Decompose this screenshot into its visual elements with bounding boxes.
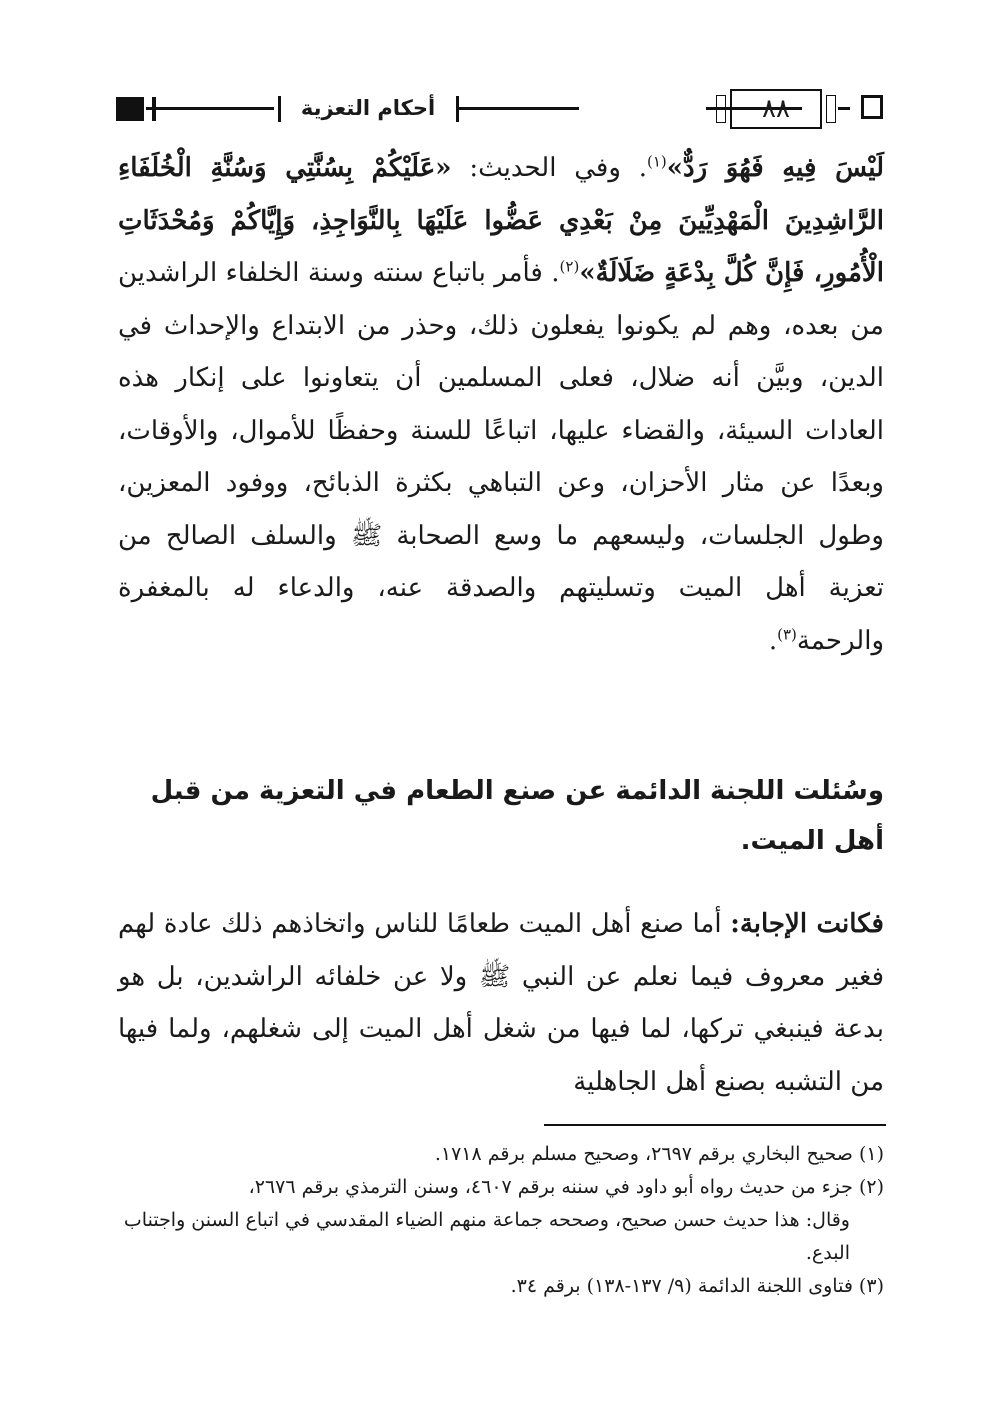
hadith-quote: «عَلَيْكُمْ بِسُنَّتِي وَسُنَّةِ الْخُلَفَاءِ الرَّاشِدِينَ الْمَهْدِيِّينَ مِنْ بَعْدِي عَضُّوا عَلَيْهَا بِالنَّوَاجِذِ، وَإِيَّاكُمْ وَمُحْدَثَاتِ الْأُمُورِ، فَإِنَّ كُلَّ بِدْعَةٍ ضَلَالَةٌ»	[118, 153, 884, 288]
footnote-2	[118, 1171, 884, 1270]
footnote-separator	[544, 1124, 886, 1126]
footnotes	[118, 1138, 884, 1303]
header-title-separator	[278, 96, 281, 122]
footnote-ref-2: (٢)	[559, 257, 580, 276]
header-ornament-square	[861, 95, 883, 119]
header-rule	[459, 107, 579, 110]
book-title: أحكام التعزية	[300, 96, 436, 120]
paragraph-text: . فأمر باتباع سنته وسنة الخلفاء الراشدين من بعده، وهم لم يكونوا يفعلون ذلك، وحذر من الابتداع والإحداث في الدين، وبيَّن أنه ضلال، فعلى المسلمين أن يتعاونوا على إنكار هذه العادات السيئة، والقضاء عليها، اتباعًا للسنة وحفظًا للأموال، والأوقات، وبعدًا عن مثار الأحزان، وعن التباهي بكثرة الذبائح، ووفود المعزين، وطول الجلسات، وليسعهم ما وسع الصحابة ﷺ والسلف الصالح من تعزية أهل الميت وتسليتهم والصدقة عنه، والدعاء له بالمغفرة والرحمة	[118, 258, 884, 656]
page-number: ٨٨	[762, 94, 790, 124]
footnote-1: (١) صحيح البخاري برقم ٢٦٩٧، وصحيح مسلم برقم ١٧١٨.	[434, 1143, 884, 1165]
header-rule	[838, 107, 850, 110]
footnote-2-line: (٢) جزء من حديث رواه أبو داود في سننه برقم ٤٦٠٧، وسنن الترمذي برقم ٢٦٧٦،	[248, 1176, 884, 1198]
running-header	[116, 86, 888, 134]
body-paragraph-1	[118, 142, 884, 667]
answer-paragraph	[118, 898, 884, 1108]
footnote-ref-1: (١)	[647, 152, 667, 171]
paragraph-end: .	[768, 625, 778, 656]
answer-text: أما صنع أهل الميت طعامًا للناس واتخاذهم ذلك عادة لهم فغير معروف فيما نعلم عن النبي ﷺ ولا عن خلفائه الراشدين، بل هو بدعة فينبغي تركها، لما فيها من شغل أهل الميت إلى شغلهم، ولما فيها من التشبه بصنع أهل الجاهلية	[118, 909, 884, 1097]
footnote-2-continuation: وقال: هذا حديث حسن صحيح، وصححه جماعة منهم الضياء المقدسي في اتباع السنن واجتناب البدع.	[123, 1209, 850, 1264]
hadith-quote-end: لَيْسَ فِيهِ فَهُوَ رَدٌّ»	[666, 153, 884, 183]
answer-label: فكانت الإجابة:	[730, 909, 884, 939]
paragraph-text: . وفي الحديث:	[451, 153, 647, 183]
footnote-ref-3: (٣)	[777, 624, 797, 643]
header-rule	[146, 107, 274, 110]
header-ornament-left-block	[116, 97, 144, 121]
question-heading: وسُئلت اللجنة الدائمة عن صنع الطعام في التعزية من قبل أهل الميت.	[150, 776, 884, 856]
footnote-3: (٣) فتاوى اللجنة الدائمة (٩/ ١٣٧-١٣٨) برقم ٣٤.	[510, 1275, 884, 1297]
